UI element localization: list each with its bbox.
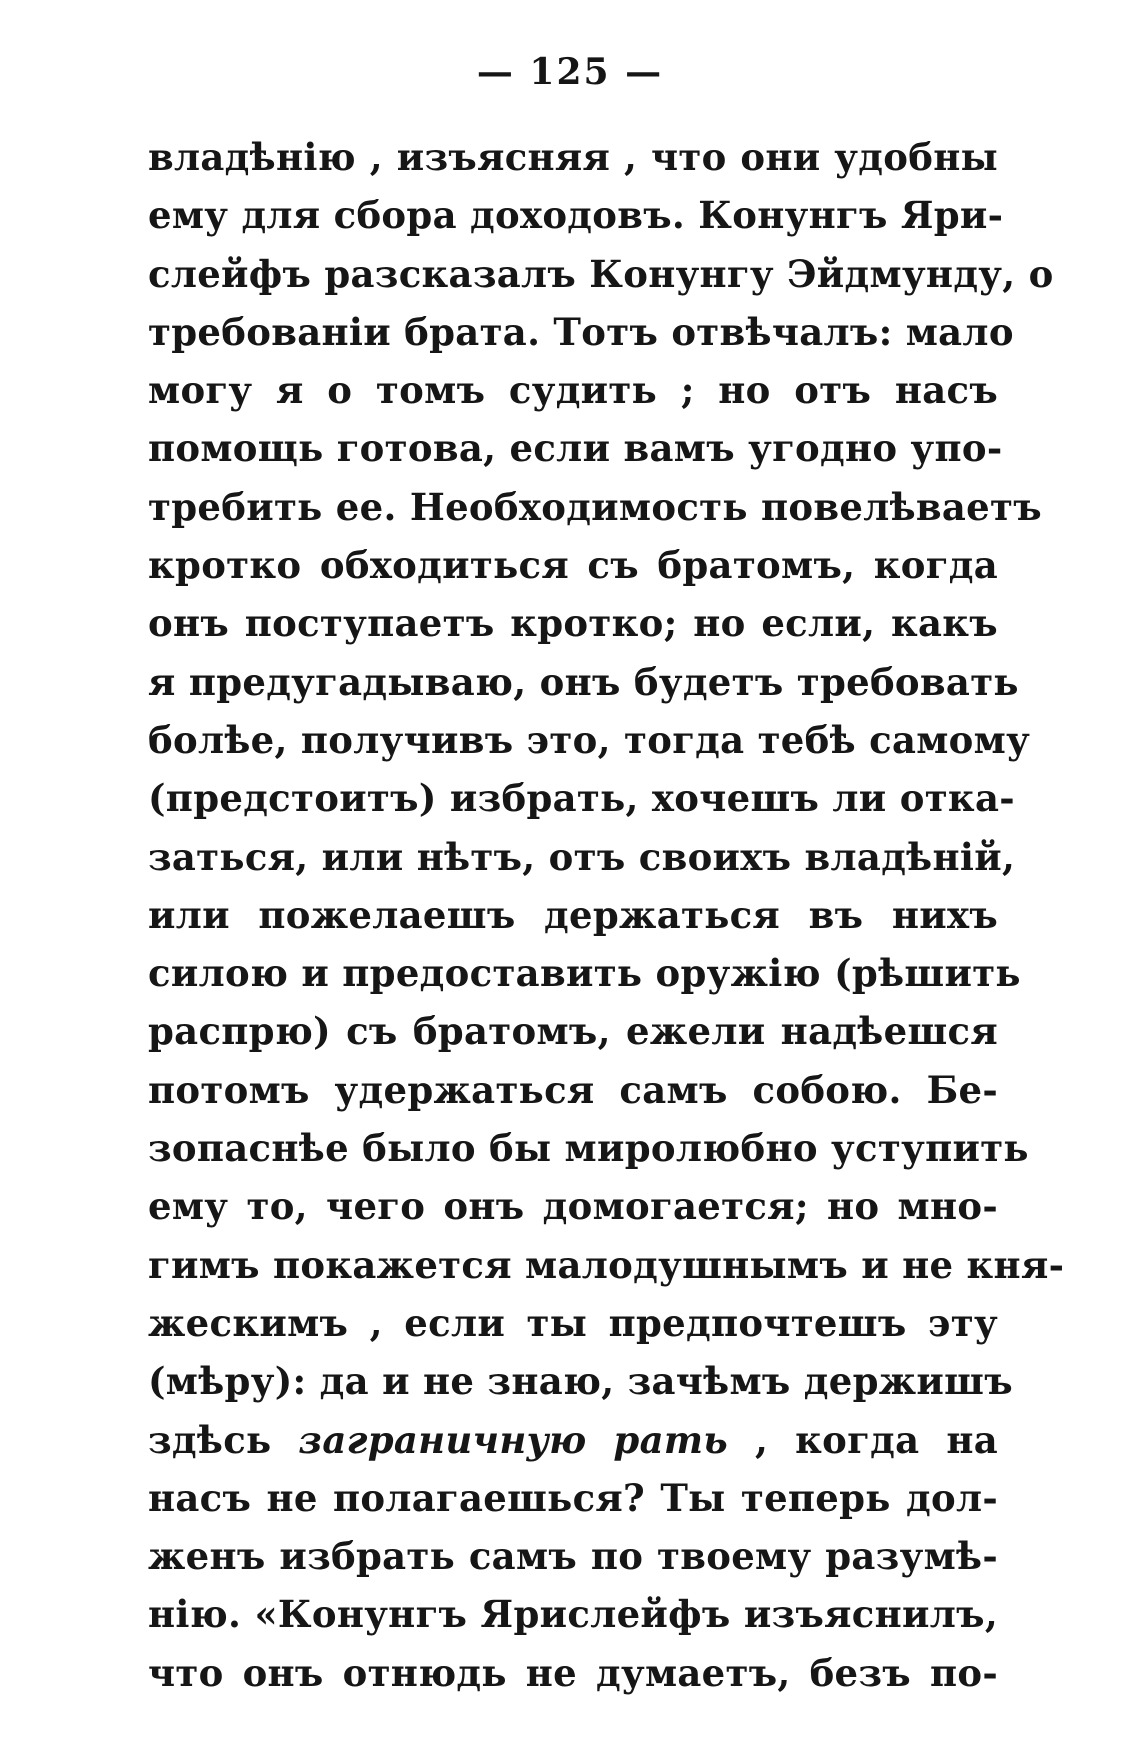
page-number: — 125 — — [476, 51, 664, 93]
text-line: требить ее. Необходимость повелѣваетъ — [148, 484, 1042, 529]
text-line: я предугадываю, онъ будетъ требовать — [148, 659, 1019, 704]
text-line: силою и предоставить оружію (рѣшить — [148, 951, 1021, 996]
text-line: владѣнію , изъясняя , что они удобны — [148, 135, 998, 179]
text-line: что онъ отнюдь не думаетъ, безъ по- — [148, 1650, 998, 1695]
text-line: или пожелаешъ держаться въ нихъ — [148, 892, 998, 937]
text-line: кротко обходиться съ братомъ, когда — [148, 543, 998, 588]
text-fragment: , когда на — [728, 1417, 998, 1462]
text-line: (мѣру): да и не знаю, зачѣмъ держишъ — [148, 1359, 1013, 1404]
text-line: гимъ покажется малодушнымъ и не кня- — [148, 1242, 1065, 1287]
text-line: женъ избрать самъ по твоему разумѣ- — [148, 1534, 998, 1579]
text-line: нію. «Конунгъ Ярислейфъ изъяснилъ, — [148, 1592, 998, 1637]
text-line: слейфъ разсказалъ Конунгу Эйдмунду, о — [148, 251, 1054, 296]
text-line: помощь готова, если вамъ угодно упо- — [148, 426, 1003, 471]
text-line: требованіи брата. Тотъ отвѣчалъ: мало — [148, 309, 1014, 354]
text-line: болѣе, получивъ это, тогда тебѣ самому — [148, 717, 1031, 762]
text-line: заться, или нѣтъ, отъ своихъ владѣній, — [148, 834, 1016, 879]
text-line: насъ не полагаешься? Ты теперь дол- — [148, 1475, 998, 1520]
text-line: онъ поступаетъ кротко; но если, какъ — [148, 601, 998, 646]
text-line: распрю) съ братомъ, ежели надѣешся — [148, 1009, 998, 1054]
text-line: (предстоитъ) избрать, хочешъ ли отка- — [148, 776, 1015, 821]
text-line: ему для сбора доходовъ. Конунгъ Яри- — [148, 193, 1004, 238]
text-line: потомъ удержаться самъ собою. Бе- — [148, 1067, 998, 1112]
text-fragment: здѣсь — [148, 1417, 299, 1462]
italic-emphasis: заграничную рать — [298, 1417, 729, 1462]
text-line: зопаснѣе было бы миролюбно уступить — [148, 1126, 1029, 1171]
text-line: могу я о томъ судить ; но отъ насъ — [148, 368, 998, 413]
text-line: ему то, чего онъ домогается; но мно- — [148, 1184, 998, 1229]
text-line: жескимъ , если ты предпочтешъ эту — [148, 1300, 998, 1345]
text-line-with-italic — [148, 1411, 998, 1469]
body-text — [148, 128, 1065, 1702]
